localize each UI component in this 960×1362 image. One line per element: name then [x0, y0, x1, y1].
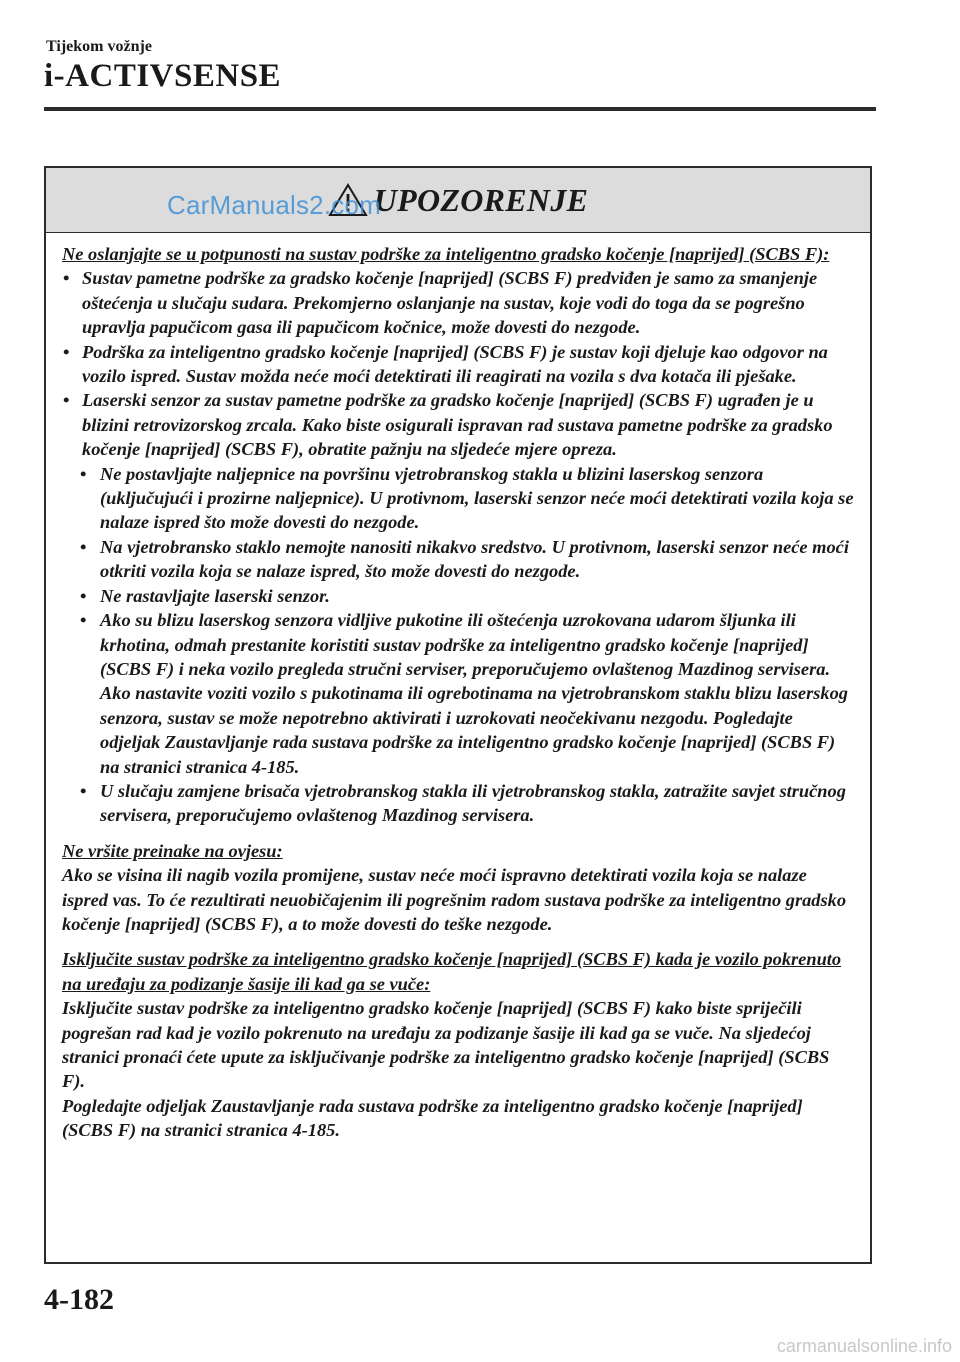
towing-body: Isključite sustav podrške za inteligentno gradsko kočenje [naprijed] (SCBS F) kako biste spriječili pogrešan rad kad je vozilo pokrenuto na uređaju za podizanje šasije ili kad ga se vuče. Na sljedećoj stranici pronaći ćete upute za isključivanje podrške za inteligentno gradsko kočenje [naprijed] (SCBS F).: [62, 998, 830, 1092]
reliance-heading: Ne oslanjajte se u potpunosti na sustav podrške za inteligentno gradsko kočenje [naprijed] (SCBS F):: [62, 244, 830, 264]
list-item: [62, 388, 856, 827]
sub-list-item: • Ne rastavljajte laserski senzor.: [79, 584, 856, 608]
page-title: i-ACTIVSENSE: [44, 58, 282, 94]
warning-title: UPOZORENJE: [373, 181, 589, 218]
precautions-list: [79, 462, 856, 828]
sub-list-item: • Ako su blizu laserskog senzora vidljive pukotine ili oštećenja uzrokovana udarom šljunka ili krhotina, odmah prestanite koristiti sustav podrške za inteligentno gradsko kočenje [naprijed] (SCBS F) i neka vozilo pregleda stručni serviser, preporučujemo ovlaštenog Mazdinog servisera. Ako nastavite voziti vozilo s pukotinama ili ogrebotinama na vjetrobranskom staklu blizu laserskog senzora, sustav se može nepotrebno aktivirati i uzrokovati neočekivanu nezgodu. Pogledajte odjeljak Zaustavljanje rada sustava podrške za inteligentno gradsko kočenje [naprijed] (SCBS F) na stranici stranica 4-185.: [79, 608, 856, 779]
suspension-heading: Ne vršite preinake na ovjesu:: [62, 840, 283, 861]
suspension-body: Ako se visina ili nagib vozila promijene, sustav neće moći ispravno detektirati vozila koja se nalaze ispred vas. To će rezultirati neuobičajenim ili pogrešnim radom sustava podrške za inteligentno gradsko kočenje [naprijed] (SCBS F), a to može dovesti do teške nezgode.: [62, 865, 847, 934]
section-label: Tijekom vožnje: [46, 38, 152, 55]
title-rule: [44, 107, 876, 111]
towing-reference: Pogledajte odjeljak Zaustavljanje rada sustava podrške za inteligentno gradsko kočenje [naprijed] (SCBS F) na stranici stranica 4-185.: [62, 1095, 803, 1141]
site-watermark: carmanualsonline.info: [776, 1336, 952, 1356]
page-number: 4-182: [44, 1283, 114, 1316]
towing-block: [62, 947, 856, 1142]
sub-list-item: • Na vjetrobransko staklo nemojte nanositi nikakvo sredstvo. U protivnom, laserski senzor neće moći otkriti vozila koja se nalaze ispred, što može dovesti do nezgode.: [79, 535, 856, 584]
list-item-text: Laserski senzor za sustav pametne podrške za gradsko kočenje [naprijed] (SCBS F) ugrađen je u blizini retrovizorskog zrcala. Kako biste osigurali ispravan rad sustava pametne podrške za gradsko kočenje [naprijed] (SCBS F), obratite pažnju na sljedeće mjere opreza.: [82, 390, 833, 460]
sub-list-item: • Ne postavljajte naljepnice na površinu vjetrobranskog stakla u blizini laserskog senzora (uključujući i prozirne naljepnice). U protivnom, laserski senzor neće moći detektirati vozila koja se nalaze ispred što može dovesti do nezgode.: [79, 462, 856, 535]
warning-content: [46, 233, 870, 1143]
sub-list-item: • U slučaju zamjene brisača vjetrobranskog stakla ili vjetrobranskog stakla, zatražite savjet stručnog servisera, preporučujemo ovlaštenog Mazdinog servisera.: [79, 779, 856, 828]
warning-header: [46, 168, 870, 233]
towing-heading: Isključite sustav podrške za inteligentno gradsko kočenje [naprijed] (SCBS F) kada je vozilo pokrenuto na uređaju za podizanje šasije ili kad ga se vuče:: [62, 949, 842, 994]
list-item: • Sustav pametne podrške za gradsko kočenje [naprijed] (SCBS F) predviđen je samo za smanjenje oštećenja u slučaju sudara. Prekomjerno oslanjanje na sustav, koje vodi do toga da se pogrešno upravlja papučicom gasa ili papučicom kočnice, može dovesti do nezgode.: [62, 266, 856, 339]
suspension-block: [62, 839, 856, 937]
list-item: • Podrška za inteligentno gradsko kočenje [naprijed] (SCBS F) je sustav koji djeluje kao odgovor na vozilo ispred. Sustav možda neće moći detektirati ili reagirati na vozila s dva kotača ili pješake.: [62, 340, 856, 389]
warning-box: [44, 166, 872, 1264]
watermark-logo: CarManuals2.com: [167, 190, 381, 220]
reliance-list: [62, 266, 856, 827]
